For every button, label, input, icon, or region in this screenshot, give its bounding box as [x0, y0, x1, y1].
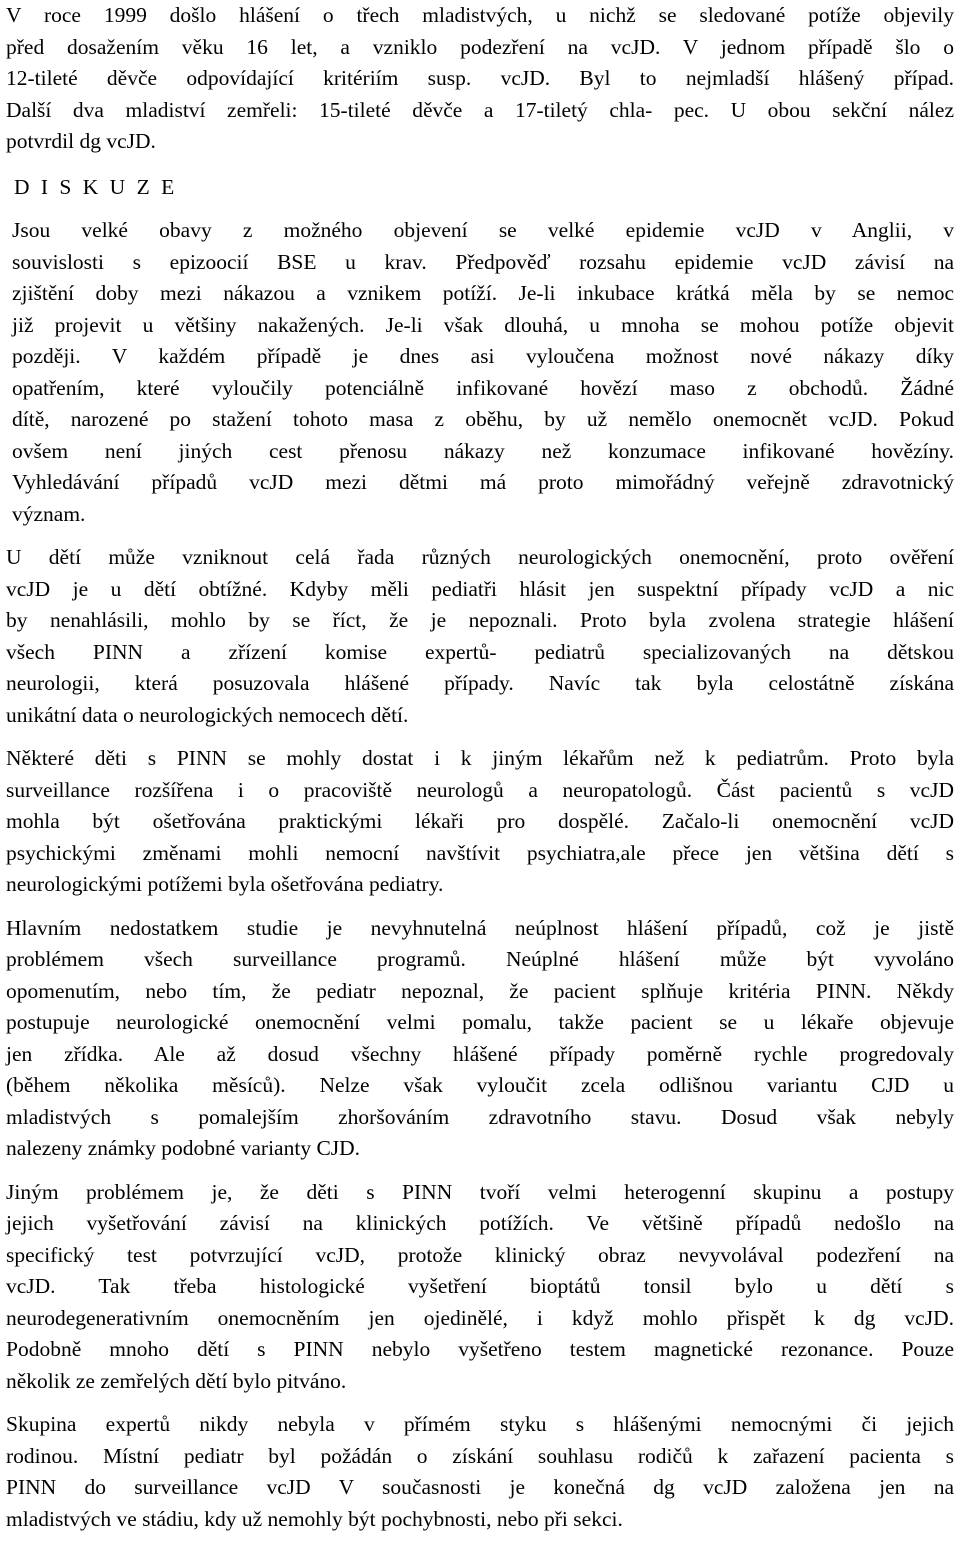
text-line: surveillance rozšířena i o pracoviště neurologů a neuropatologů. Část pacientů s vcJD [6, 777, 954, 802]
text-line: Vyhledávání případů vcJD mezi dětmi má proto mimořádný veřejně zdravotnický [12, 470, 954, 494]
text-line: opatřením, které vyloučily potenciálně infikované hovězí maso z obchodů. Žádné [12, 375, 954, 400]
text-line: Jsou velké obavy z možného objevení se velké epidemie vcJD v Anglii, v [12, 218, 954, 242]
text-line: již projevit u většiny nakažených. Je-li však dlouhá, u mnoha se mohou potíže objevit [12, 312, 954, 337]
paragraph-intro [6, 0, 954, 158]
paragraph-children-diagnosis [6, 542, 954, 731]
text-line: všech PINN a zřízení komise expertů- pediatrů specializovaných na dětskou [6, 639, 954, 664]
text-line: Podobně mnoho dětí s PINN nebylo vyšetřeno testem magnetické rezonance. Pouze [6, 1337, 954, 1361]
text-line: později. V každém případě je dnes asi vyloučena možnost nové nákazy díky [12, 344, 954, 368]
text-line: postupuje neurologické onemocnění velmi pomalu, takže pacient se u lékaře objevuje [6, 1010, 954, 1034]
text-line: 12-tileté děvče odpovídající kritériím susp. vcJD. Byl to nejmladší hlášený případ. [6, 66, 954, 90]
text-line: mohla být ošetřována praktickými lékaři pro dospělé. Začalo-li onemocnění vcJD [6, 809, 954, 833]
paragraph-heterogeneity [6, 1177, 954, 1398]
text-line: Hlavním nedostatkem studie je nevyhnutelná neúplnost hlášení případů, což je jistě [6, 915, 954, 940]
text-line: Skupina expertů nikdy nebyla v přímém styku s hlášenými nemocnými či jejich [6, 1412, 954, 1436]
text-line: rodinou. Místní pediatr byl požádán o získání souhlasu rodičů k zařazení pacienta s [6, 1443, 954, 1468]
text-line: V roce 1999 došlo hlášení o třech mladistvých, u nichž se sledované potíže objevily [6, 3, 954, 27]
text-line: Jiným problémem je, že děti s PINN tvoří velmi heterogenní skupinu a postupy [6, 1179, 954, 1204]
text-line: opomenutím, nebo tím, že pediatr nepoznal, že pacient splňuje kritéria PINN. Někdy [6, 978, 954, 1003]
text-line: vcJD. Tak třeba histologické vyšetření bioptátů tonsil bylo u dětí s [6, 1274, 954, 1298]
text-line: vcJD je u dětí obtížné. Kdyby měli pediatři hlásit jen suspektní případy vcJD a nic [6, 576, 954, 601]
text-line: neurodegenerativním onemocněním jen ojedinělé, i když mohlo přispět k dg vcJD. [6, 1305, 954, 1330]
text-line: Další dva mladiství zemřeli: 15-tileté děvče a 17-tiletý chla- pec. U obou sekční nález [6, 97, 954, 122]
text-line: PINN do surveillance vcJD V současnosti je konečná dg vcJD založena jen na [6, 1475, 954, 1499]
section-heading: D I S K U Z E [14, 174, 178, 199]
text-line: potvrdil dg vcJD. [6, 129, 156, 153]
text-line: jen zřídka. Ale až dosud všechny hlášené případy poměrně rychle progredovaly [6, 1041, 954, 1066]
text-line: by nenahlásili, mohlo by se říct, že je nepoznali. Proto byla zvolena strategie hlášení [6, 608, 954, 632]
text-line: neurologii, která posuzovala hlášené případy. Navíc tak byla celostátně získána [6, 671, 954, 695]
paragraph-epidemic [6, 215, 954, 530]
text-line: mladistvých s pomalejším zhoršováním zdravotního stavu. Dosud však nebyly [6, 1104, 954, 1129]
text-line: jejich vyšetřování závisí na klinických potížích. Ve většině případů nedošlo na [6, 1211, 954, 1235]
text-line: (během několika měsíců). Nelze však vyloučit zcela odlišnou variantu CJD u [6, 1073, 954, 1097]
text-line: dítě, narozené po stažení tohoto masa z oběhu, by už nemělo onemocnět vcJD. Pokud [12, 407, 954, 431]
text-line: několik ze zemřelých dětí bylo pitváno. [6, 1368, 347, 1393]
paragraph-experts [6, 1409, 954, 1535]
text-line: specifický test potvrzující vcJD, protože klinický obraz nevyvolával podezření na [6, 1242, 954, 1267]
text-line: Některé děti s PINN se mohly dostat i k jiným lékařům než k pediatrům. Proto byla [6, 746, 954, 770]
text-line: ovšem není jiných cest přenosu nákazy než konzumace infikované hovězíny. [12, 438, 954, 463]
text-line: psychickými změnami mohli nemocní navštívit psychiatra,ale přece jen většina dětí s [6, 840, 954, 865]
text-line: význam. [12, 501, 86, 526]
text-line: problémem všech surveillance programů. Neúplné hlášení může být vyvoláno [6, 947, 954, 971]
paragraph-surveillance [6, 743, 954, 901]
text-line: neurologickými potížemi byla ošetřována pediatry. [6, 872, 444, 896]
text-line: nalezeny známky podobné varianty CJD. [6, 1136, 361, 1160]
text-line: zjištění doby mezi nákazou a vznikem potíží. Je-li inkubace krátká měla by se nemoc [12, 281, 954, 305]
paragraph-limitations [6, 913, 954, 1165]
text-line: souvislosti s epizoocií BSE u krav. Předpověď rozsahu epidemie vcJD závisí na [12, 249, 954, 274]
text-line: mladistvých ve stádiu, kdy už nemohly být pochybnosti, nebo při sekci. [6, 1506, 623, 1531]
text-line: unikátní data o neurologických nemocech dětí. [6, 702, 409, 727]
text-line: před dosažením věku 16 let, a vzniklo podezření na vcJD. V jednom případě šlo o [6, 34, 954, 59]
text-line: U dětí může vzniknout celá řada různých neurologických onemocnění, proto ověření [6, 545, 954, 569]
